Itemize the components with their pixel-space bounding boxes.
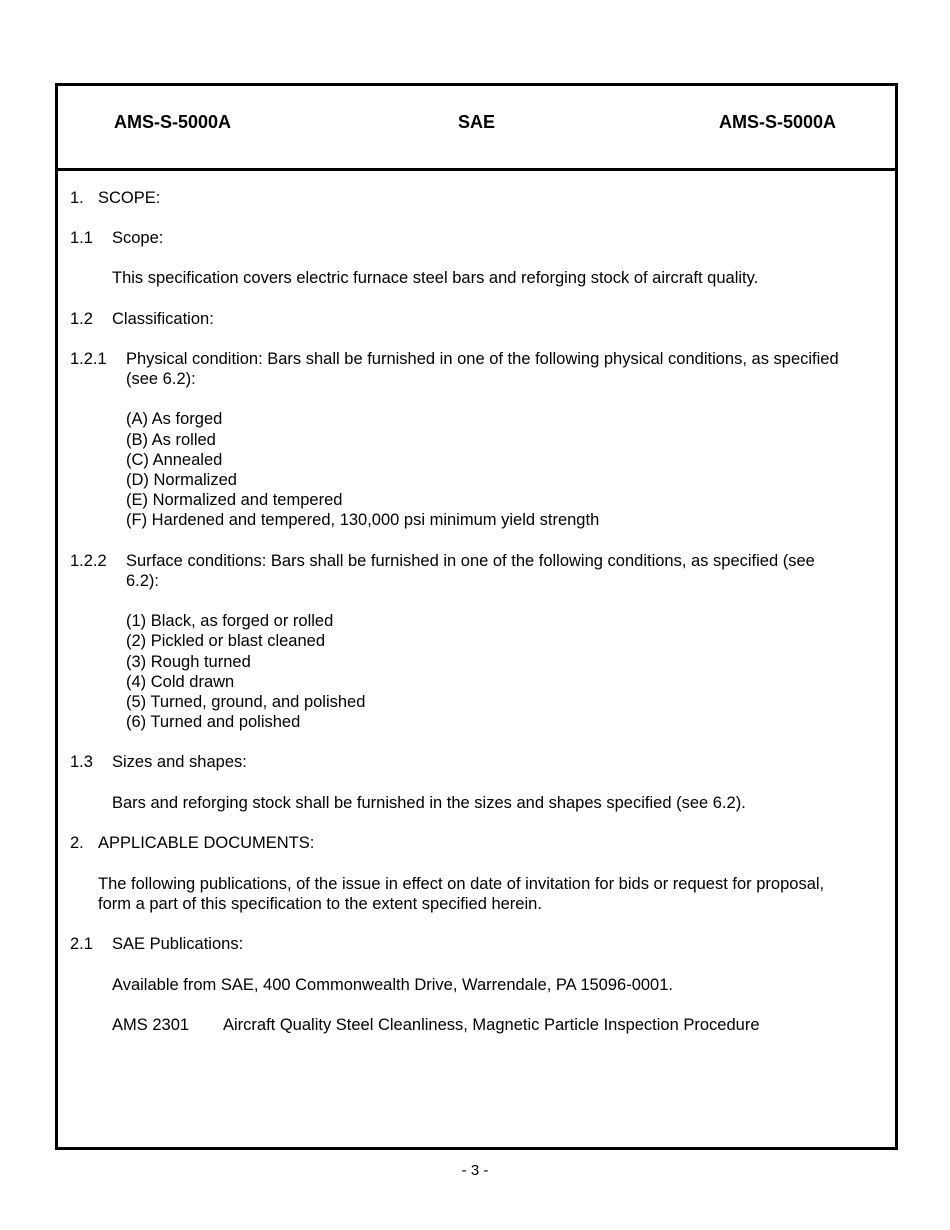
document-header bbox=[58, 86, 895, 171]
header-doc-number-right: AMS-S-5000A bbox=[719, 112, 837, 132]
section-2-number: 2. bbox=[70, 834, 84, 852]
list-item: (C) Annealed bbox=[126, 451, 223, 469]
list-item: (3) Rough turned bbox=[126, 653, 251, 671]
section-1-2-1-number: 1.2.1 bbox=[70, 350, 107, 368]
list-item: (5) Turned, ground, and polished bbox=[126, 693, 366, 711]
section-1-3-title: Sizes and shapes: bbox=[112, 753, 247, 771]
section-1-1-number: 1.1 bbox=[70, 229, 93, 247]
section-2-title: APPLICABLE DOCUMENTS: bbox=[98, 834, 315, 852]
list-item: (F) Hardened and tempered, 130,000 psi minimum yield strength bbox=[126, 511, 600, 529]
section-1-2-1-text-line2: (see 6.2): bbox=[126, 370, 196, 388]
section-1-1-title: Scope: bbox=[112, 229, 164, 247]
section-2-1-number: 2.1 bbox=[70, 935, 93, 953]
list-item: (2) Pickled or blast cleaned bbox=[126, 632, 326, 650]
section-2-1-title: SAE Publications: bbox=[112, 935, 244, 953]
section-2-body-line1: The following publications, of the issue in effect on date of invitation for bids or request for proposal, bbox=[98, 875, 825, 893]
list-item: (1) Black, as forged or rolled bbox=[126, 612, 334, 630]
reference-doc-id: AMS 2301 bbox=[112, 1016, 190, 1034]
section-1-2-1-text-line1: Physical condition: Bars shall be furnished in one of the following physical conditions, as specified bbox=[126, 350, 839, 368]
section-1-3-number: 1.3 bbox=[70, 753, 93, 771]
section-1-2-2-text-line2: 6.2): bbox=[126, 572, 160, 590]
section-1-2-number: 1.2 bbox=[70, 310, 93, 328]
section-2-body-line2: form a part of this specification to the extent specified herein. bbox=[98, 895, 542, 913]
section-1-2-title: Classification: bbox=[112, 310, 214, 328]
section-1-title: SCOPE: bbox=[98, 189, 161, 207]
header-doc-number-left: AMS-S-5000A bbox=[114, 112, 232, 132]
reference-doc-title: Aircraft Quality Steel Cleanliness, Magnetic Particle Inspection Procedure bbox=[223, 1016, 760, 1034]
list-item: (6) Turned and polished bbox=[126, 713, 301, 731]
list-item: (D) Normalized bbox=[126, 471, 237, 489]
section-1-2-2-text-line1: Surface conditions: Bars shall be furnished in one of the following conditions, as specified (see bbox=[126, 552, 815, 570]
list-item: (E) Normalized and tempered bbox=[126, 491, 343, 509]
section-2-1-body: Available from SAE, 400 Commonwealth Drive, Warrendale, PA 15096-0001. bbox=[112, 976, 673, 994]
page-number: - 3 - bbox=[461, 1162, 489, 1179]
list-item: (4) Cold drawn bbox=[126, 673, 235, 691]
section-1-1-body: This specification covers electric furnace steel bars and reforging stock of aircraft quality. bbox=[112, 269, 759, 287]
header-org: SAE bbox=[458, 112, 496, 132]
list-item: (A) As forged bbox=[126, 410, 223, 428]
section-1-2-2-number: 1.2.2 bbox=[70, 552, 107, 570]
section-1-3-body: Bars and reforging stock shall be furnished in the sizes and shapes specified (see 6.2). bbox=[112, 794, 746, 812]
section-1-number: 1. bbox=[70, 189, 84, 207]
list-item: (B) As rolled bbox=[126, 431, 216, 449]
